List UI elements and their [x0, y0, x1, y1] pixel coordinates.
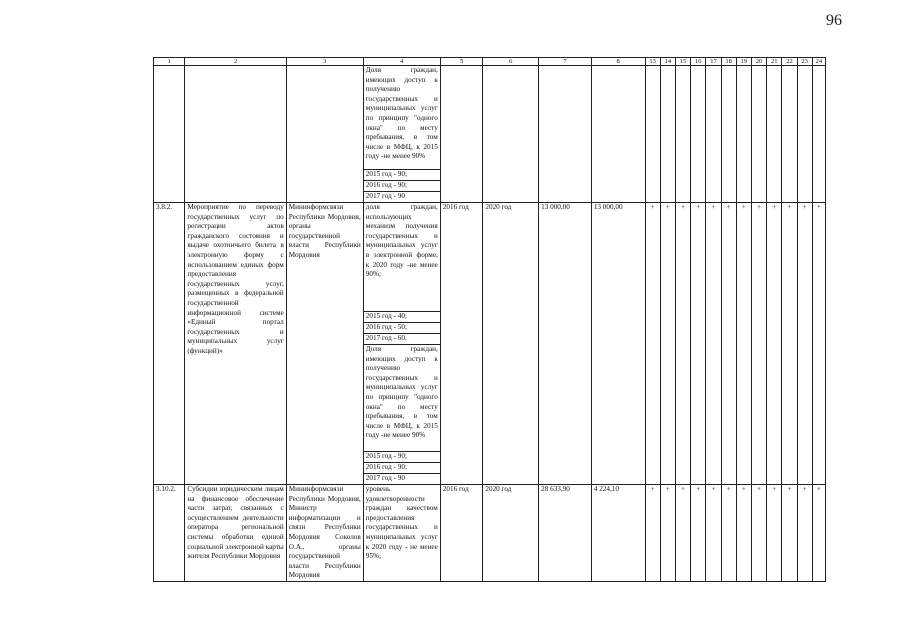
col-header: 2	[185, 58, 286, 66]
plan-mark: +	[751, 485, 766, 582]
col-header: 18	[721, 58, 736, 66]
cell-empty	[645, 66, 660, 203]
measure-number: 3.8.2.	[154, 203, 185, 485]
end-year: 2020 год	[483, 485, 539, 582]
cell-empty	[691, 66, 706, 203]
col-header: 22	[782, 58, 797, 66]
page-number: 96	[826, 12, 842, 29]
cell-empty	[154, 66, 185, 203]
col-header: 16	[691, 58, 706, 66]
cell-empty	[767, 66, 782, 203]
year-value: 2017 год - 90	[363, 474, 440, 485]
plan-mark: +	[721, 485, 736, 582]
cell-empty	[591, 66, 645, 203]
measure-executor: Мининформсвязи Республики Мордовия, Министр информатизации и связи Республики Мордовия Соколов О.А., органы государственной власти Республики Мордовия	[286, 485, 363, 582]
plan-mark: +	[675, 203, 690, 485]
plan-mark: +	[736, 485, 751, 582]
measure-executor: Мининформсвязи Республики Мордовия, органы государственной власти Республики Мордовия	[286, 203, 363, 485]
cell-empty	[483, 66, 539, 203]
plan-mark: +	[706, 485, 721, 582]
year-value: 2016 год - 50;	[363, 323, 440, 334]
plan-mark: +	[691, 203, 706, 485]
year-value: 2016 год - 90;	[363, 463, 440, 474]
year-value: 2017 год - 90	[363, 192, 440, 203]
plan-mark: +	[675, 485, 690, 582]
cell-empty	[675, 66, 690, 203]
plan-mark: +	[767, 203, 782, 485]
cell-empty	[782, 66, 797, 203]
plan-mark: +	[797, 485, 812, 582]
col-header: 19	[736, 58, 751, 66]
cell-empty	[286, 66, 363, 203]
col-header: 1	[154, 58, 185, 66]
table-row	[154, 66, 826, 170]
indicator-cell: Доля граждан, имеющих доступ к получению государственных и муниципальных услуг по принципу "одного окна" по месту пребывания, в том числе в МФЦ, к 2015 году -не менее 90%	[363, 66, 440, 170]
plan-mark: +	[736, 203, 751, 485]
col-header: 17	[706, 58, 721, 66]
col-header: 6	[483, 58, 539, 66]
start-year: 2016 год	[440, 203, 483, 485]
col-header: 3	[286, 58, 363, 66]
plan-mark: +	[751, 203, 766, 485]
col-header: 24	[812, 58, 825, 66]
plan-mark: +	[767, 485, 782, 582]
col-header: 7	[539, 58, 592, 66]
indicator-cell: доля граждан, использующих механизм получения государственных и муниципальных услуг в электронной форме, к 2020 году -не менее 90%;	[363, 203, 440, 312]
year-value: 2016 год - 90;	[363, 181, 440, 192]
total-funding: 28 633,90	[539, 485, 592, 582]
table-row	[154, 485, 826, 582]
cell-empty	[660, 66, 675, 203]
budget-funding: 13 000,00	[591, 203, 645, 485]
plan-mark: +	[645, 485, 660, 582]
col-header: 8	[591, 58, 645, 66]
cell-empty	[797, 66, 812, 203]
table-row	[154, 203, 826, 312]
cell-empty	[721, 66, 736, 203]
start-year: 2016 год	[440, 485, 483, 582]
cell-empty	[751, 66, 766, 203]
measure-name: Субсидии юридическим лицам на финансовое обеспечение части затрат, связанных с осуществлением деятельности оператора региональной системы обработки единой социальной электронной карты жителя Республики Мордовия	[185, 485, 286, 582]
col-header: 21	[767, 58, 782, 66]
col-header: 13	[645, 58, 660, 66]
col-header: 23	[797, 58, 812, 66]
measure-name: Мероприятие по переводу государственных услуг по регистрации актов гражданского состояния и выдаче охотничьего билета в электронную форму с использованием единых форм предоставления государственных услуг, размещенных в федеральной государственной информационной системе «Единый портал государственных и муниципальных услуг (функций)»	[185, 203, 286, 485]
cell-empty	[812, 66, 825, 203]
col-header: 5	[440, 58, 483, 66]
end-year: 2020 год	[483, 203, 539, 485]
cell-empty	[440, 66, 483, 203]
plan-mark: +	[797, 203, 812, 485]
plan-mark: +	[691, 485, 706, 582]
plan-mark: +	[812, 203, 825, 485]
cell-empty	[706, 66, 721, 203]
total-funding: 13 000,00	[539, 203, 592, 485]
cell-empty	[539, 66, 592, 203]
year-value: 2015 год - 90;	[363, 170, 440, 181]
measure-number: 3.10.2.	[154, 485, 185, 582]
plan-mark: +	[660, 203, 675, 485]
plan-mark: +	[782, 203, 797, 485]
plan-mark: +	[782, 485, 797, 582]
col-header: 14	[660, 58, 675, 66]
plan-mark: +	[660, 485, 675, 582]
plan-mark: +	[706, 203, 721, 485]
year-value: 2017 год - 60.	[363, 334, 440, 345]
year-value: 2015 год - 40;	[363, 312, 440, 323]
col-header: 15	[675, 58, 690, 66]
indicator-cell: Доля граждан, имеющих доступ к получению государственных и муниципальных услуг по принципу "одного окна" по месту пребывания, в том числе в МФЦ, к 2015 году -не менее 90%	[363, 345, 440, 452]
col-header: 20	[751, 58, 766, 66]
header-row	[154, 58, 826, 66]
year-value: 2015 год - 90;	[363, 452, 440, 463]
budget-funding: 4 224,10	[591, 485, 645, 582]
cell-empty	[736, 66, 751, 203]
plan-mark: +	[645, 203, 660, 485]
program-table	[153, 57, 826, 582]
plan-mark: +	[812, 485, 825, 582]
col-header: 4	[363, 58, 440, 66]
plan-mark: +	[721, 203, 736, 485]
indicator-cell: уровень удовлетворенности граждан качеством предоставления государственных и муниципальных услуг к 2020 году - не менее 95%;	[363, 485, 440, 582]
cell-empty	[185, 66, 286, 203]
